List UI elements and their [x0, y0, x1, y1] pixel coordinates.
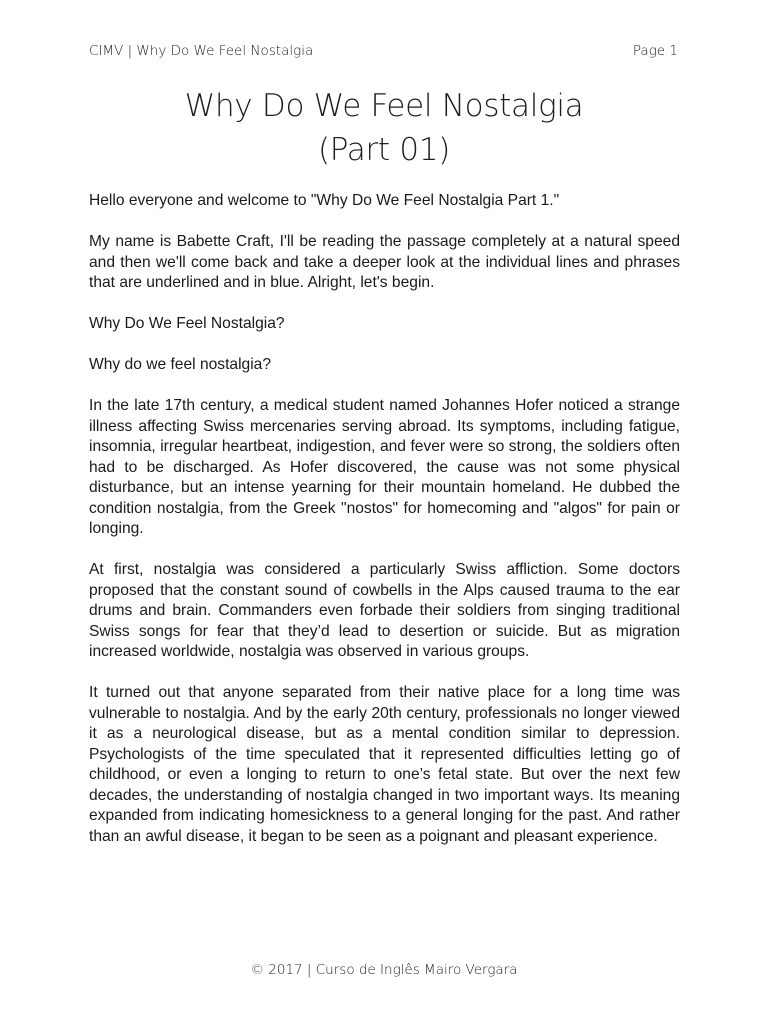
header-doc-title: CIMV | Why Do We Feel Nostalgia [89, 43, 314, 59]
page-footer: © 2017 | Curso de Inglês Mairo Vergara [250, 962, 518, 978]
paragraph-evolution: It turned out that anyone separated from their native place for a long time was vulnerable to nostalgia. And by the early 20th century, professionals no longer viewed it as a neurological disease, but as a mental condition similar to depression. Psychologists of the time speculated that it represented difficulties letting go of childhood, or even a longing to return to one’s fetal state. But over the next few decades, the understanding of nostalgia changed in two important ways. Its meaning expanded from indicating homesickness to a general longing for the past. And rather than an awful disease, it began to be seen as a poignant and pleasant experience. [89, 684, 680, 845]
header-page-number: Page 1 [632, 43, 678, 59]
paragraph-heading: Why Do We Feel Nostalgia? [89, 315, 285, 332]
paragraph-history: In the late 17th century, a medical student named Johannes Hofer noticed a strange illness affecting Swiss mercenaries serving abroad. Its symptoms, including fatigue, insomnia, irregular heartbeat, indigestion, and fever were so strong, the soldiers often had to be discharged. As Hofer discovered, the cause was not some physical disturbance, but an intense yearning for their mountain homeland. He dubbed the condition nostalgia, from the Greek "nostos" for homecoming and "algos" for pain or longing. [89, 397, 680, 537]
page-header [89, 43, 678, 59]
title-line-1: Why Do We Feel Nostalgia [184, 88, 584, 124]
paragraph-question: Why do we feel nostalgia? [89, 356, 272, 373]
title-line-2: (Part 01) [318, 132, 450, 168]
paragraph-swiss: At first, nostalgia was considered a particularly Swiss affliction. Some doctors proposed that the constant sound of cowbells in the Alps caused trauma to the ear drums and brain. Commanders even forbade their soldiers from singing traditional Swiss songs for fear that they’d lead to desertion or suicide. But as migration increased worldwide, nostalgia was observed in various groups. [89, 561, 680, 660]
paragraph-intro: My name is Babette Craft, I'll be reading the passage completely at a natural speed and then we'll come back and take a deeper look at the individual lines and phrases that are underlined and in blue. Alright, let's begin. [89, 233, 680, 291]
paragraph-greeting: Hello everyone and welcome to "Why Do We Feel Nostalgia Part 1." [89, 192, 560, 209]
document-title [0, 84, 768, 172]
document-body [89, 191, 680, 868]
